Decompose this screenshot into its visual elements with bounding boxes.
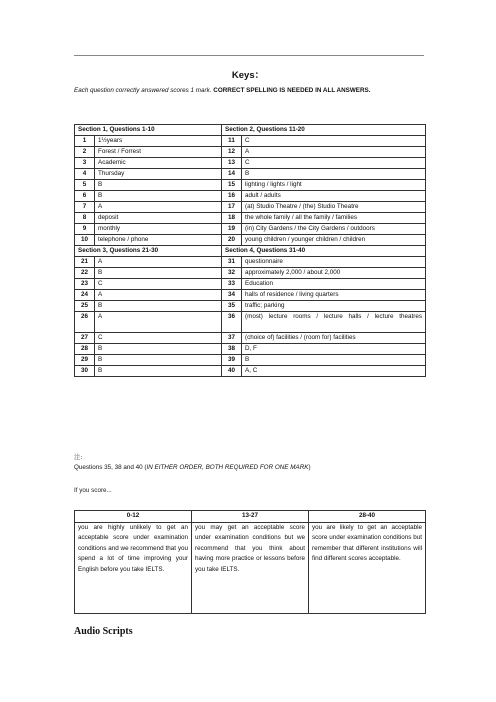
question-number: 13	[222, 158, 242, 169]
answer-text: B	[95, 355, 222, 366]
question-number: 27	[75, 333, 95, 344]
question-number: 6	[75, 191, 95, 202]
intro-italic: Each question correctly answered scores 1 mark.	[74, 87, 212, 94]
answer-text: (most) lecture rooms / lecture halls / lecture theatres	[242, 312, 426, 333]
section-header: Section 2, Questions 11-20	[222, 125, 426, 136]
section-header-row	[75, 246, 426, 257]
answer-text: young children / younger children / children	[242, 235, 426, 246]
answer-row	[75, 279, 426, 290]
question-number: 14	[222, 169, 242, 180]
answer-text: halls of residence / living quarters	[242, 290, 426, 301]
answer-row	[75, 136, 426, 147]
answer-text: B	[95, 268, 222, 279]
question-number: 19	[222, 224, 242, 235]
question-number: 24	[75, 290, 95, 301]
answer-text: A, C	[242, 366, 426, 377]
question-number: 17	[222, 202, 242, 213]
answer-text: B	[95, 366, 222, 377]
score-text: you may get an acceptable score under examination conditions but we recommend that you think about having more practice or lessons before you take IELTS.	[192, 522, 309, 613]
question-number: 38	[222, 344, 242, 355]
answer-text: (choice of) facilities / (room for) facilities	[242, 333, 426, 344]
answer-row	[75, 290, 426, 301]
question-number: 32	[222, 268, 242, 279]
answer-text: adult / adults	[242, 191, 426, 202]
question-number: 12	[222, 147, 242, 158]
note-questions: Questions 35, 38 and 40 (IN EITHER ORDER, BOTH REQUIRED FOR ONE MARK)	[74, 464, 311, 471]
note-label: 注:	[74, 454, 83, 461]
question-number: 3	[75, 158, 95, 169]
answer-text: monthly	[95, 224, 222, 235]
score-text: you are highly unlikely to get an acceptable score under examination conditions and we recommend that you spend a lot of time improving your English before you take IELTS.	[75, 522, 192, 613]
page-title: Keys：	[231, 70, 265, 81]
answer-row	[75, 158, 426, 169]
answer-text: 1½years	[95, 136, 222, 147]
question-number: 15	[222, 180, 242, 191]
answer-text: C	[242, 136, 426, 147]
question-number: 34	[222, 290, 242, 301]
question-number: 33	[222, 279, 242, 290]
answer-row	[75, 301, 426, 312]
question-number: 30	[75, 366, 95, 377]
answer-row	[75, 213, 426, 224]
answer-text: B	[95, 191, 222, 202]
header-rule	[74, 55, 424, 56]
answer-row	[75, 344, 426, 355]
section-header-row	[75, 125, 426, 136]
section-header: Section 1, Questions 1-10	[75, 125, 222, 136]
question-number: 2	[75, 147, 95, 158]
answer-row	[75, 147, 426, 158]
answer-text: telephone / phone	[95, 235, 222, 246]
question-number: 16	[222, 191, 242, 202]
if-you-score: If you score...	[74, 487, 112, 494]
answer-text: B	[242, 355, 426, 366]
answer-text: lighting / lights / light	[242, 180, 426, 191]
question-number: 40	[222, 366, 242, 377]
answer-row	[75, 257, 426, 268]
question-number: 18	[222, 213, 242, 224]
question-number: 35	[222, 301, 242, 312]
question-number: 1	[75, 136, 95, 147]
answer-row	[75, 268, 426, 279]
answer-row	[75, 355, 426, 366]
answer-text: Thursday	[95, 169, 222, 180]
audio-scripts-heading: Audio Scripts	[74, 626, 133, 637]
answer-text: A	[95, 257, 222, 268]
answer-text: D, F	[242, 344, 426, 355]
answer-text: (at) Studio Theatre / (the) Studio Theatre	[242, 202, 426, 213]
answer-row	[75, 169, 426, 180]
answer-row	[75, 202, 426, 213]
intro-bold: CORRECT SPELLING IS NEEDED IN ALL ANSWERS.	[213, 87, 371, 94]
answer-text: A	[95, 202, 222, 213]
answer-text: approximately 2,000 / about 2,000	[242, 268, 426, 279]
question-number: 26	[75, 312, 95, 333]
score-header: 0-12	[75, 511, 192, 523]
score-table	[74, 510, 426, 614]
score-header-row	[75, 511, 426, 523]
answer-text: C	[95, 333, 222, 344]
answer-text: B	[95, 301, 222, 312]
question-number: 4	[75, 169, 95, 180]
answer-text: Forest / Forrest	[95, 147, 222, 158]
question-number: 9	[75, 224, 95, 235]
question-number: 21	[75, 257, 95, 268]
answer-text: A	[242, 147, 426, 158]
answer-row	[75, 312, 426, 333]
question-number: 31	[222, 257, 242, 268]
answer-text: questionnaire	[242, 257, 426, 268]
answer-text: (in) City Gardens / the City Gardens / outdoors	[242, 224, 426, 235]
answer-text: C	[242, 158, 426, 169]
score-header: 13-27	[192, 511, 309, 523]
answer-row	[75, 235, 426, 246]
question-number: 36	[222, 312, 242, 333]
question-number: 5	[75, 180, 95, 191]
question-number: 22	[75, 268, 95, 279]
section-header: Section 4, Questions 31-40	[222, 246, 426, 257]
question-number: 25	[75, 301, 95, 312]
answer-row	[75, 366, 426, 377]
answer-text: B	[95, 344, 222, 355]
section-header: Section 3, Questions 21-30	[75, 246, 222, 257]
question-number: 39	[222, 355, 242, 366]
score-header: 28-40	[309, 511, 426, 523]
question-number: 10	[75, 235, 95, 246]
question-number: 8	[75, 213, 95, 224]
answer-row	[75, 180, 426, 191]
answer-text: A	[95, 312, 222, 333]
answer-text: Academic	[95, 158, 222, 169]
answer-row	[75, 333, 426, 344]
question-number: 20	[222, 235, 242, 246]
answer-text: A	[95, 290, 222, 301]
question-number: 11	[222, 136, 242, 147]
answer-keys-table	[74, 124, 426, 377]
score-text: you are likely to get an acceptable score under examination conditions but remember that different institutions will find different scores acceptable.	[309, 522, 426, 613]
answer-text: B	[95, 180, 222, 191]
answer-text: B	[242, 169, 426, 180]
answer-text: Education	[242, 279, 426, 290]
answer-text: traffic; parking	[242, 301, 426, 312]
answer-row	[75, 224, 426, 235]
question-number: 37	[222, 333, 242, 344]
score-text-row	[75, 522, 426, 613]
question-number: 7	[75, 202, 95, 213]
question-number: 23	[75, 279, 95, 290]
question-number: 28	[75, 344, 95, 355]
question-number: 29	[75, 355, 95, 366]
answer-text: C	[95, 279, 222, 290]
answer-text: the whole family / all the family / families	[242, 213, 426, 224]
answer-text: deposit	[95, 213, 222, 224]
intro-text	[74, 85, 424, 96]
answer-row	[75, 191, 426, 202]
